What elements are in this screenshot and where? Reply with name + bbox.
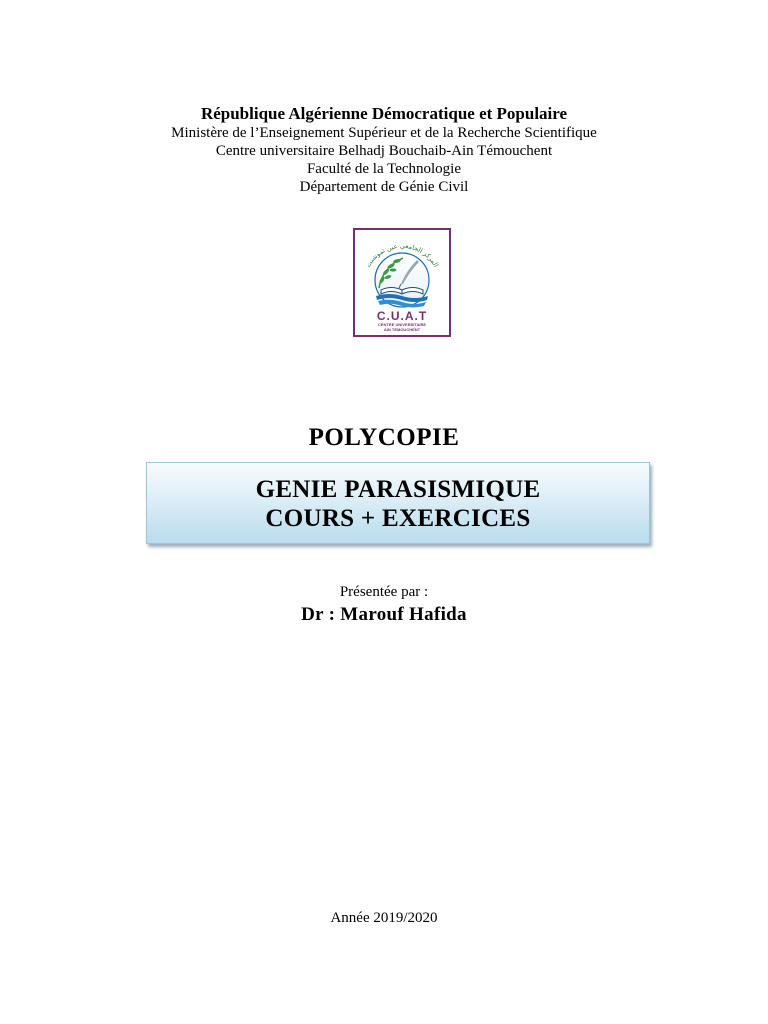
university-line: Centre universitaire Belhadj Bouchaib-Ain Témouchent — [215, 143, 553, 159]
arabic-arc-text: المركز الجامعي عين تموشنت — [364, 241, 440, 269]
course-title-box — [146, 462, 650, 544]
cuat-emblem — [355, 230, 449, 335]
republic-line: République Algérienne Démocratique et Populaire — [200, 104, 568, 123]
course-title: GENIE PARASISMIQUE — [255, 476, 541, 503]
ministry-line: Ministère de l’Enseignement Supérieur et de la Recherche Scientifique — [171, 125, 597, 141]
course-subtitle: COURS + EXERCICES — [265, 505, 531, 532]
academic-year: Année 2019/2020 — [330, 910, 438, 926]
presented-by-label: Présentée par : — [339, 584, 429, 600]
department-line: Département de Génie Civil — [299, 179, 469, 195]
institution-header — [0, 104, 768, 196]
university-logo — [353, 228, 451, 337]
logo-subtitle-2: AIN TEMOUCHENT — [383, 327, 421, 332]
faculty-line: Faculté de la Technologie — [306, 161, 462, 177]
author-name: Dr : Marouf Hafida — [301, 604, 467, 625]
logo-subtitle-1: CENTRE UNIVERSITAIRE — [377, 322, 427, 327]
document-type: POLYCOPIE — [308, 424, 460, 451]
logo-acronym: C.U.A.T — [376, 309, 428, 323]
